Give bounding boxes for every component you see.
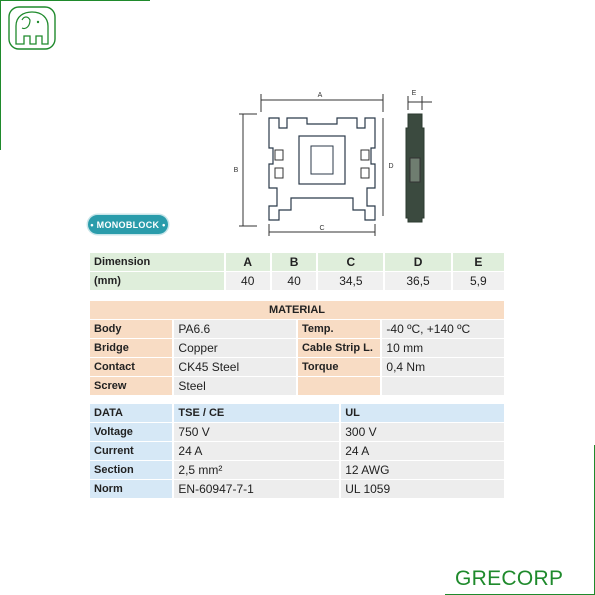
material-value: CK45 Steel <box>174 358 296 376</box>
dimension-value-d: 36,5 <box>385 272 450 290</box>
material-title-row <box>90 301 504 319</box>
material-value <box>382 377 504 395</box>
material-value: 10 mm <box>382 339 504 357</box>
material-value: Copper <box>174 339 296 357</box>
frame-line-left <box>0 0 1 150</box>
dimension-col-c: C <box>318 253 383 271</box>
table-row <box>90 480 504 498</box>
dimensions-values-row <box>90 272 504 290</box>
table-row <box>90 339 504 357</box>
electrical-data-table <box>88 403 506 499</box>
data-value-tse: EN-60947-7-1 <box>174 480 339 498</box>
terminal-block-side-view <box>400 88 440 240</box>
monoblock-badge: • MONOBLOCK • <box>88 215 168 234</box>
dimension-label-c: C <box>319 225 325 232</box>
material-key <box>298 377 380 395</box>
table-row <box>90 442 504 460</box>
data-header-tse: TSE / CE <box>174 404 339 422</box>
material-value: -40 ºC, +140 ºC <box>382 320 504 338</box>
data-header-label: DATA <box>90 404 172 422</box>
dimension-header-label: Dimension <box>90 253 224 271</box>
data-header-row <box>90 404 504 422</box>
material-title: MATERIAL <box>90 301 504 319</box>
dimension-value-e: 5,9 <box>453 272 504 290</box>
dimension-col-b: B <box>272 253 316 271</box>
material-key: Screw <box>90 377 172 395</box>
dimension-label-b: B <box>233 167 239 174</box>
elephant-logo-icon <box>8 6 56 50</box>
table-row <box>90 377 504 395</box>
data-value-ul: 12 AWG <box>341 461 504 479</box>
data-header-ul: UL <box>341 404 504 422</box>
dimensions-header-row <box>90 253 504 271</box>
frame-line-top <box>0 0 150 1</box>
data-value-ul: 300 V <box>341 423 504 441</box>
dimension-col-a: A <box>226 253 270 271</box>
dimension-value-c: 34,5 <box>318 272 383 290</box>
material-key: Cable Strip L. <box>298 339 380 357</box>
data-key: Current <box>90 442 172 460</box>
data-key: Voltage <box>90 423 172 441</box>
table-row <box>90 423 504 441</box>
material-key: Bridge <box>90 339 172 357</box>
table-row <box>90 320 504 338</box>
data-value-tse: 24 A <box>174 442 339 460</box>
table-row <box>90 461 504 479</box>
data-value-ul: 24 A <box>341 442 504 460</box>
dimension-col-d: D <box>385 253 450 271</box>
table-row <box>90 358 504 376</box>
dimension-value-b: 40 <box>272 272 316 290</box>
data-key: Norm <box>90 480 172 498</box>
material-value: PA6.6 <box>174 320 296 338</box>
dimension-label-a: A <box>317 92 323 99</box>
data-key: Section <box>90 461 172 479</box>
data-value-tse: 2,5 mm² <box>174 461 339 479</box>
dimension-value-a: 40 <box>226 272 270 290</box>
material-key: Contact <box>90 358 172 376</box>
material-key: Body <box>90 320 172 338</box>
dimensions-table <box>88 252 506 291</box>
material-key: Torque <box>298 358 380 376</box>
material-value: Steel <box>174 377 296 395</box>
dimension-label-d: D <box>388 163 394 170</box>
data-value-ul: UL 1059 <box>341 480 504 498</box>
material-key: Temp. <box>298 320 380 338</box>
material-table <box>88 300 506 396</box>
dimension-unit-label: (mm) <box>90 272 224 290</box>
material-value: 0,4 Nm <box>382 358 504 376</box>
dimension-col-e: E <box>453 253 504 271</box>
brand-name: GRECORP <box>455 567 564 590</box>
data-value-tse: 750 V <box>174 423 339 441</box>
dimension-label-e: E <box>411 90 417 97</box>
